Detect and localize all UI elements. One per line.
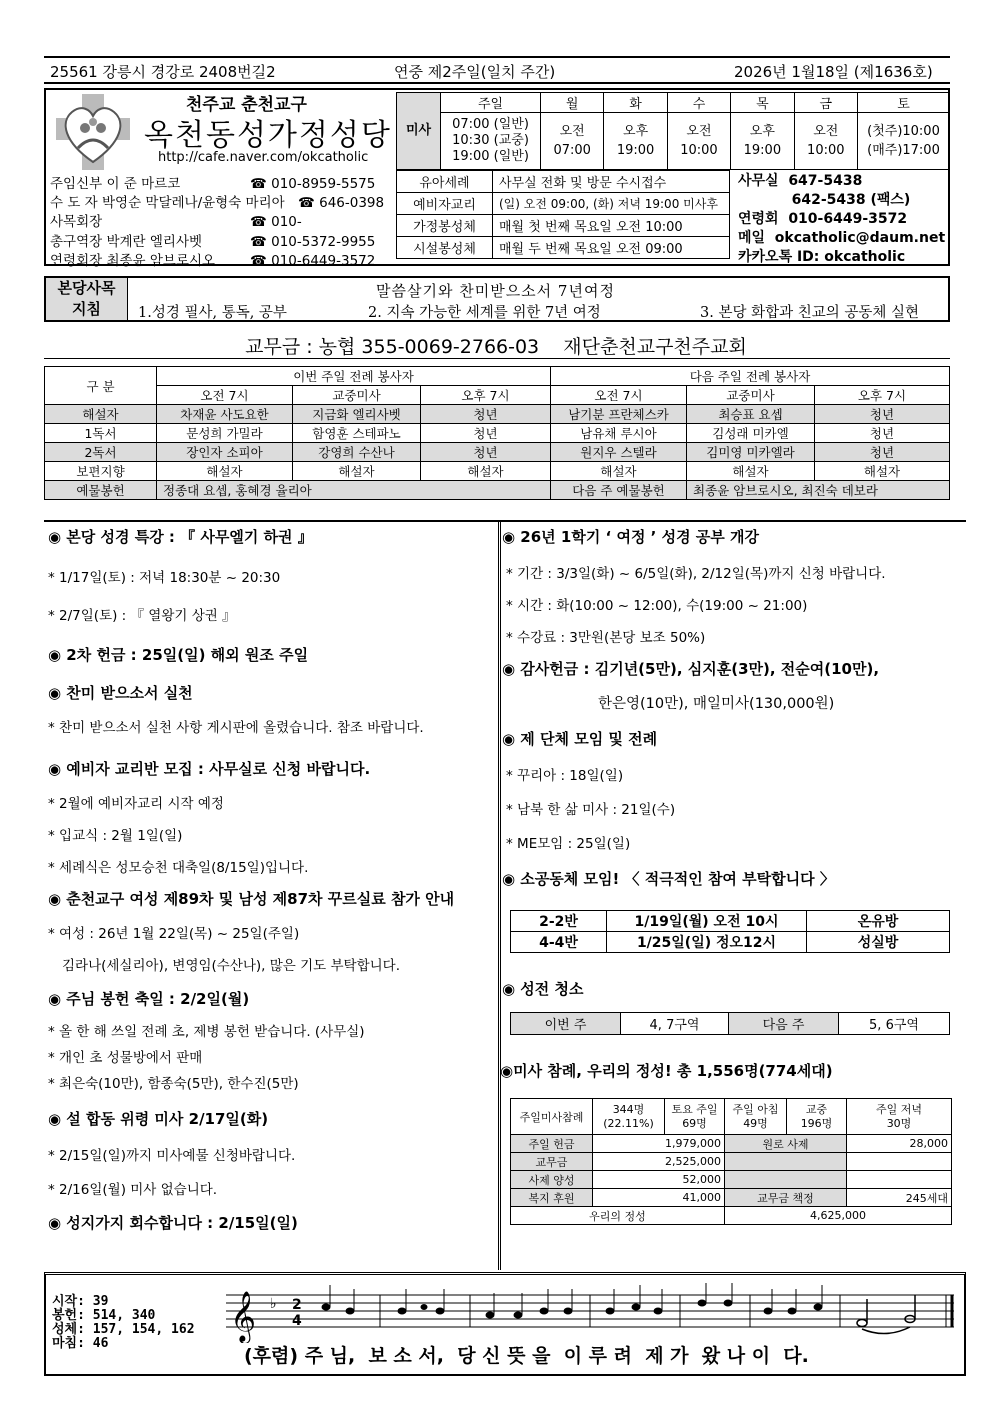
mass-schedule-table: [396, 92, 950, 170]
weekday-mass-time: 오전 07:00: [541, 113, 604, 170]
day-header: 화: [604, 93, 667, 113]
notice-item: * 입교식 : 2월 1일(일): [48, 828, 183, 844]
time-header: 오전 7시: [551, 386, 687, 405]
policy-item: 3. 본당 화합과 친교의 공동체 실현: [700, 305, 919, 321]
table-row: 이번 주 4, 7구역 다음 주 5, 6구역: [511, 1013, 950, 1035]
notice-item: * 개인 초 성물방에서 판매: [48, 1050, 203, 1066]
weekday-mass-time: 오전 10:00: [667, 113, 730, 170]
staff-funeral-head: 연령회장 최종윤 암브로시오 ☎ 010-6449-3572: [50, 253, 376, 269]
diocese-name: 천주교 춘천교구: [186, 95, 307, 115]
next-week-header: 다음 주일 전례 봉사자: [551, 367, 950, 386]
notice-heading: ◉ 예비자 교리반 모집 : 사무실로 신청 바랍니다.: [48, 760, 371, 778]
time-header: 교중미사: [293, 386, 421, 405]
top-bar: [44, 56, 950, 84]
table-row: 교무금 2,525,000: [511, 1153, 952, 1171]
day-header: 목: [731, 93, 794, 113]
notice-item: * 2/7일(토) : 『 열왕기 상권 』: [48, 608, 236, 624]
issue-date: 2026년 1월18일 (제1636호): [734, 63, 933, 81]
notice-heading: ◉ 춘천교구 여성 제89차 및 남성 제87차 꾸르실료 참가 안내: [48, 890, 455, 908]
notice-item: * 찬미 받으소서 실천 사항 게시판에 올렸습니다. 참조 바랍니다.: [48, 720, 424, 736]
notice-item: * 남북 한 삶 미사 : 21일(수): [506, 802, 676, 818]
notice-heading: ◉ 감사헌금 : 김기년(5만), 심지훈(3만), 전순여(10만),: [502, 660, 880, 678]
day-header: 수: [667, 93, 730, 113]
service-label: 가정봉성체: [397, 215, 493, 237]
table-row: 해설자 차재윤 사도요한 지금화 엘리사벳 청년 남기분 프란체스카 최승표 요셉 청년: [45, 405, 950, 424]
staff-religious: 수 도 자 박영순 막달레나/윤형숙 마리아 ☎ 646-0398: [50, 195, 385, 211]
notice-item: * ME모임 : 25일(일): [506, 836, 631, 852]
notice-item: * 시간 : 화(10:00 ~ 12:00), 수(19:00 ~ 21:00): [506, 598, 808, 614]
liturgical-week: 연중 제2주일(일치 주간): [394, 63, 556, 81]
policy-title: 말씀살기와 찬미받으소서 7년여정: [376, 282, 615, 300]
notice-item: 한은영(10만), 매일미사(130,000원): [598, 696, 835, 712]
time-header: 오전 7시: [157, 386, 293, 405]
weekday-mass-time: 오후 19:00: [731, 113, 794, 170]
policy-item: 2. 지속 가능한 세계를 위한 7년 여정: [368, 305, 601, 321]
table-row: 주일 헌금 1,979,000 원로 사제 28,000: [511, 1135, 952, 1153]
notice-item: 김라나(세실리아), 변영임(수산나), 많은 기도 부탁합니다.: [62, 958, 401, 974]
notice-heading: ◉ 소공동체 모임! 〈 적극적인 참여 부탁합니다 〉: [502, 870, 835, 888]
notice-heading: ◉ 성전 청소: [502, 980, 584, 998]
service-label: 시설봉성체: [397, 237, 493, 259]
notice-heading: ◉ 26년 1학기 ‘ 여정 ’ 성경 공부 개강: [502, 528, 759, 546]
table-row: 복지 후원 41,000 교무금 책정 245세대: [511, 1189, 952, 1207]
weekday-mass-time: 오전 10:00: [794, 113, 857, 170]
notice-item: * 여성 : 26년 1월 22일(목) ~ 25일(주일): [48, 926, 300, 942]
notice-item: * 2/15일(일)까지 미사예물 신청바랍니다.: [48, 1148, 296, 1164]
notice-heading: ◉ 2차 헌금 : 25일(일) 해외 원조 주일: [48, 646, 309, 664]
day-header: 금: [794, 93, 857, 113]
svg-text:♭: ♭: [270, 1296, 277, 1312]
day-header: 주일: [441, 93, 541, 113]
notice-item: * 2월에 예비자교리 시작 예정: [48, 796, 224, 812]
notice-item: * 꾸리아 : 18일(일): [506, 768, 624, 784]
table-corner: 구 분: [45, 367, 157, 405]
time-header: 교중미사: [687, 386, 815, 405]
svg-text:2: 2: [292, 1297, 302, 1313]
column-divider: [498, 520, 501, 1270]
notice-heading: ◉ 성지가지 회수합니다 : 2/15일(일): [48, 1214, 298, 1232]
service-label: 예비자교리: [397, 193, 493, 215]
parish-logo-icon: [54, 92, 132, 172]
services-table: [396, 170, 730, 259]
parish-url[interactable]: http://cafe.naver.com/okcatholic: [158, 150, 369, 165]
notice-heading: ◉ 제 단체 모임 및 전례: [502, 730, 658, 748]
table-row: 2-2반 1/19일(월) 오전 10시 온유방: [511, 911, 950, 932]
small-groups-table: [510, 910, 950, 953]
pastoral-policy: [44, 276, 950, 322]
table-row: 1독서 문성희 가밀라 함영훈 스테파노 청년 남유채 루시아 김성래 미카엘 청년: [45, 424, 950, 443]
table-row: 예물봉헌 정종대 요셉, 홍혜경 율리아 다음 주 예물봉헌 최종윤 암브로시오, 최진숙 데보라: [45, 481, 950, 500]
table-row: 보편지향 해설자 해설자 해설자 해설자 해설자 해설자: [45, 462, 950, 481]
time-header: 오후 7시: [815, 386, 950, 405]
notice-heading: ◉ 설 합동 위령 미사 2/17일(화): [48, 1110, 269, 1128]
notice-heading: ◉ 주님 봉헌 축일 : 2/2일(월): [48, 990, 250, 1008]
hymn-lyrics: (후렴) 주 님, 보 소 서, 당 신 뜻 을 이 루 려 제 가 왔 나 이 다.: [244, 1345, 809, 1367]
cleaning-table: [510, 1012, 950, 1035]
day-header: 토: [858, 93, 950, 113]
staff-pastor: 주임신부 이 준 마르코 ☎ 010-8959-5575: [50, 176, 376, 192]
notice-item: * 수강료 : 3만원(본당 보조 50%): [506, 630, 706, 646]
table-row: 4-4반 1/25일(일) 정오12시 성실방: [511, 932, 950, 953]
service-label: 유아세례: [397, 171, 493, 193]
svg-text:4: 4: [292, 1313, 302, 1329]
notice-item: * 기간 : 3/3일(화) ~ 6/5일(화), 2/12일(목)까지 신청 바랍니다.: [506, 566, 886, 582]
svg-text:𝄞: 𝄞: [230, 1291, 257, 1342]
divider: [44, 520, 966, 522]
address: 25561 강릉시 경강로 2408번길2: [50, 63, 276, 81]
notice-heading: ◉ 본당 성경 특강 : 『 사무엘기 하권 』: [48, 528, 313, 546]
policy-label: 본당사목 지침: [46, 278, 128, 320]
table-row: 주일미사참례 344명 (22.11%) 토요 주일 69명 주일 아침 49명 교중 196명 주일 저녁 30명: [511, 1099, 952, 1135]
weekday-mass-time: 오후 19:00: [604, 113, 667, 170]
music-staff-icon: [226, 1281, 956, 1343]
saturday-mass-times: (첫주)10:00 (매주)17:00: [858, 113, 950, 170]
time-header: 오후 7시: [421, 386, 551, 405]
staff-council-president: 사목회장 ☎ 010-: [50, 214, 302, 230]
day-header: 월: [541, 93, 604, 113]
liturgy-servers-table: [44, 366, 950, 500]
notice-item: * 올 한 해 쓰일 전례 초, 제병 봉헌 받습니다. (사무실): [48, 1024, 365, 1040]
notice-heading: ◉미사 참례, 우리의 정성! 총 1,556명(774세대): [500, 1062, 833, 1080]
notice-heading: ◉ 찬미 받으소서 실천: [48, 684, 193, 702]
service-value: 매월 첫 번째 목요일 오전 10:00: [493, 215, 730, 237]
hymn-section: [44, 1272, 966, 1376]
parish-header: [44, 88, 950, 269]
attendance-table: [510, 1098, 952, 1225]
staff-district-head: 총구역장 박계란 엘리사벳 ☎ 010-5372-9955: [50, 234, 376, 250]
table-row: 2독서 장인자 소피아 강영희 수산나 청년 원지우 스텔라 김미영 미카엘라 청년: [45, 443, 950, 462]
this-week-header: 이번 주일 전례 봉사자: [157, 367, 551, 386]
mass-label: 미사: [397, 93, 441, 170]
service-value: 사무실 전화 및 방문 수시접수: [493, 171, 730, 193]
notice-item: * 세례식은 성모승천 대축일(8/15일)입니다.: [48, 860, 309, 876]
notice-item: * 2/16일(월) 미사 없습니다.: [48, 1182, 218, 1198]
table-row: 사제 양성 52,000: [511, 1171, 952, 1189]
office-contact: 사무실 647-5438 642-5438 (팩스) 연령회 010-6449-3572 메일 okcatholic@daum.net 카카오톡 ID: okcatholic: [738, 173, 946, 265]
notice-item: * 1/17일(토) : 저녁 18:30분 ~ 20:30: [48, 570, 281, 586]
parish-name: 옥천동성가정성당: [144, 118, 392, 153]
hymn-numbers: 시작: 39 봉헌: 514, 340 성체: 157, 154, 162 마침: 46: [52, 1294, 195, 1351]
sunday-mass-times: 07:00 (일반) 10:30 (교중) 19:00 (일반): [441, 113, 541, 170]
service-value: 매월 두 번째 목요일 오전 09:00: [493, 237, 730, 259]
service-value: (일) 오전 09:00, (화) 저녁 19:00 미사후: [493, 193, 730, 215]
notice-item: * 최은숙(10만), 함종숙(5만), 한수진(5만): [48, 1076, 299, 1092]
table-row: 우리의 정성 4,625,000: [511, 1207, 952, 1225]
divider: [44, 358, 950, 359]
dues-account: 교무금 : 농협 355-0069-2766-03 재단춘천교구천주교회: [245, 336, 747, 358]
policy-item: 1.성경 필사, 통독, 공부: [138, 305, 287, 321]
